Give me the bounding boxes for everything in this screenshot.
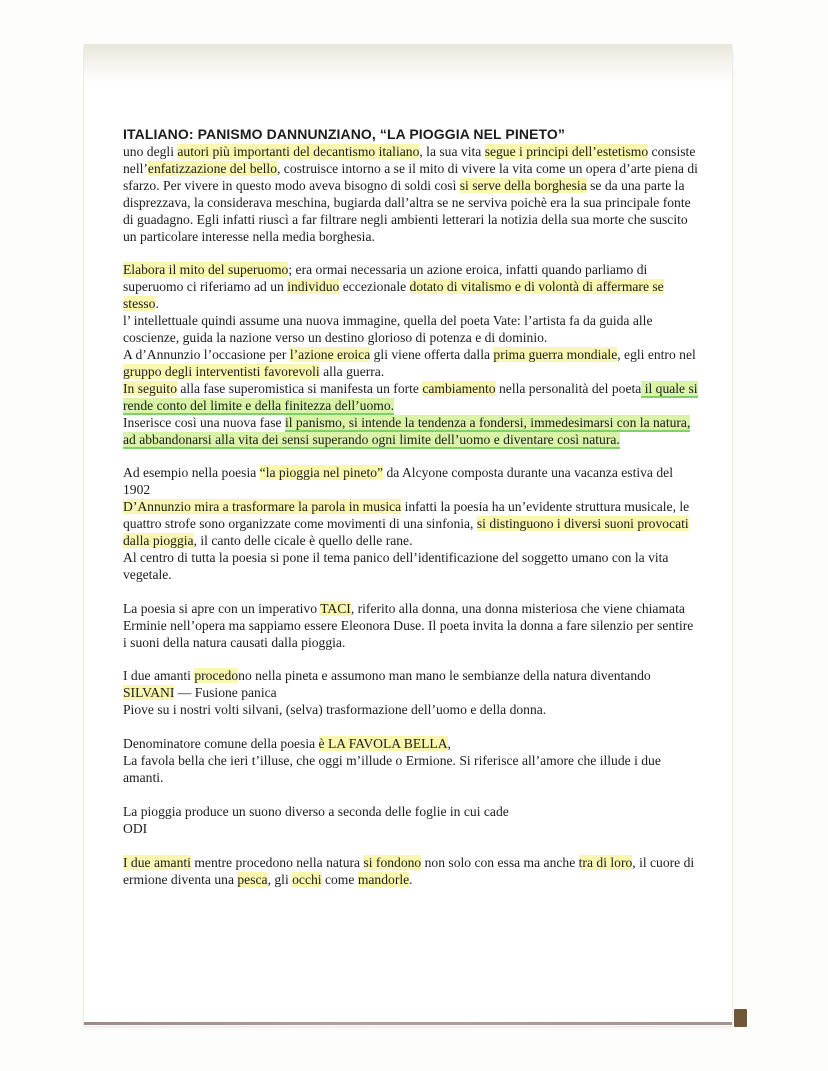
green-highlight: il quale si rende conto del limite e della finitezza dell’uomo.: [123, 380, 698, 413]
text: Piove su i nostri volti silvani, (selva) trasformazione dell’uomo e della donna.: [123, 702, 547, 718]
text: come: [321, 871, 358, 887]
text: , la sua vita: [419, 144, 485, 159]
text: I due amanti: [123, 668, 195, 684]
highlight: si serve della borghesia: [459, 177, 587, 193]
text: — Fusione panica: [174, 685, 277, 701]
text: Ad esempio nella poesia: [123, 465, 260, 481]
paragraph-superuomo: [123, 262, 698, 313]
highlight: gruppo degli interventisti favorevoli: [123, 363, 320, 379]
document-title: ITALIANO: PANISMO DANNUNZIANO, “LA PIOGGIA NEL PINETO”: [123, 126, 565, 142]
text: , costruisce intorno a se il mito di vivere la vita come un opera d’arte piena di sfarzo. Per vivere in questo modo aveva bisogno di soldi così: [123, 160, 698, 193]
text: no nella pineta e assumono man mano le sembianze della natura diventando: [238, 668, 651, 684]
text: alla guerra.: [319, 363, 385, 379]
highlight: procedo: [194, 668, 239, 684]
paragraph-suono: [123, 804, 698, 821]
paragraph-odi: [123, 821, 698, 838]
text: , gli: [267, 871, 293, 887]
document-body: [123, 126, 698, 889]
highlight: occhi: [292, 871, 322, 887]
paragraph-musica: [123, 499, 698, 550]
highlight: pesca: [237, 871, 268, 887]
paragraph-silvani: [123, 668, 698, 702]
paragraph-fusione: [123, 855, 698, 889]
highlight: I due amanti: [123, 854, 191, 870]
text: mentre procedono nella natura: [190, 854, 364, 870]
paragraph-gap: [123, 448, 698, 465]
text: l’ intellettuale quindi assume una nuova immagine, quella del poeta Vate: l’artista fa da guida alle coscienze, guida la nazione verso un destino glorioso di potenza e di dominio.: [123, 313, 653, 346]
paragraph-tema-panico: [123, 550, 698, 584]
paragraph-panismo: [123, 415, 698, 449]
highlight: cambiamento: [422, 380, 496, 396]
highlight: autori più importanti del decantismo italiano: [177, 144, 420, 159]
highlight: dotato di vitalismo e di volontà di affermare se stesso: [123, 279, 664, 312]
text: eccezionale: [339, 279, 410, 295]
paragraph-esempio: [123, 465, 698, 499]
paragraph-cambiamento: [123, 381, 698, 415]
text: gli viene offerta dalla: [370, 346, 494, 362]
highlight: Elabora il mito del superuomo: [123, 262, 289, 278]
text: infatti la poesia ha un’evidente struttura musicale, le quattro strofe sono organizzate come movimenti di una sinfonia,: [123, 499, 690, 532]
paragraph-denominatore: [123, 736, 698, 753]
paper-fold-shadow: [84, 44, 732, 84]
highlight: mandorle: [357, 871, 410, 887]
paper-bottom-edge: [84, 1022, 732, 1025]
highlight: si distinguono i diversi suoni provocati dalla pioggia: [123, 516, 689, 549]
text: La poesia si apre con un imperativo: [123, 600, 321, 616]
highlight: è LA FAVOLA BELLA: [318, 736, 448, 752]
text: alla fase superomistica si manifesta un forte: [177, 380, 423, 396]
highlight: tra di loro: [578, 854, 633, 870]
text: Inserisce così una nuova fase: [123, 414, 285, 430]
paragraph-guerra: [123, 347, 698, 381]
paragraph-vate: [123, 313, 698, 347]
paragraph-gap: [123, 245, 698, 262]
text: ; era ormai necessaria un azione eroica, infatti quando parliamo di superuomo ci riferiamo ad un: [123, 262, 648, 295]
paragraph-gap: [123, 787, 698, 804]
text: La favola bella che ieri t’illuse, che oggi m’illude o Ermione. Si riferisce all’amore che illude i due amanti.: [123, 753, 661, 785]
paragraph-gap: [123, 651, 698, 668]
text: non solo con essa ma anche: [421, 854, 579, 870]
highlight: enfatizzazione del bello: [147, 160, 277, 176]
paragraph-intro: [123, 144, 698, 245]
text: , il cuore di ermione diventa una: [123, 854, 695, 887]
binder-tab: [734, 1009, 747, 1027]
highlight: prima guerra mondiale: [493, 346, 618, 362]
text: .: [155, 296, 159, 312]
highlight: “la pioggia nel pineto”: [259, 465, 384, 481]
text: , il canto delle cicale è quello delle rane.: [193, 533, 413, 549]
paragraph-gap: [123, 584, 698, 601]
highlight: SILVANI: [123, 685, 175, 701]
highlight: si fondono: [363, 854, 422, 870]
text: Al centro di tutta la poesia si pone il tema panico dell’identificazione del soggetto umano con la vita vegetale.: [123, 549, 669, 582]
paragraph-gap: [123, 838, 698, 855]
highlight: In seguito: [123, 380, 177, 396]
highlight: individuo: [287, 279, 340, 295]
highlight: TACI: [320, 600, 351, 616]
text: uno degli: [123, 144, 178, 159]
paragraph-piove: [123, 702, 698, 719]
text: A d’Annunzio l’occasione per: [123, 346, 290, 362]
text: consiste nell’: [123, 144, 696, 176]
text: da Alcyone composta durante una vacanza estiva del 1902: [123, 465, 673, 498]
text: , egli entro nel: [617, 346, 696, 362]
text: .: [409, 871, 413, 887]
paragraph-taci: [123, 601, 698, 652]
text: La pioggia produce un suono diverso a seconda delle foglie in cui cade: [123, 803, 509, 819]
text: Denominatore comune della poesia: [123, 736, 319, 752]
text: se da una parte la disprezzava, la considerava meschina, bugiarda dall’altra se ne serviva poichè era la sua principale fonte di guadagno. Egli infatti riuscì a far filtrare negli ambienti letterari la notizia della sua morte che suscito un particolare interesse nella media borghesia.: [123, 177, 691, 244]
text: ,: [447, 736, 451, 752]
highlight: l’azione eroica: [289, 346, 371, 362]
highlight: segue i principi dell’estetismo: [484, 144, 649, 159]
text: , riferito alla donna, una donna misteriosa che viene chiamata Erminie nell’opera ma sappiamo essere Eleonora Duse. Il poeta invita la donna a fare silenzio per sentire i suoni della natura causati dalla pioggia.: [123, 600, 694, 650]
paragraph-gap: [123, 719, 698, 736]
highlight: D’Annunzio mira a trasformare la parola in musica: [123, 499, 402, 515]
text: nella personalità del poeta: [495, 380, 642, 396]
text: ODI: [123, 820, 148, 836]
green-highlight: il panismo, si intende la tendenza a fondersi, immedesimarsi con la natura, ad abbandonarsi alla vita dei sensi superando ogni limite dell’uomo e diventare così natura.: [123, 414, 691, 447]
paragraph-favola: [123, 753, 698, 787]
